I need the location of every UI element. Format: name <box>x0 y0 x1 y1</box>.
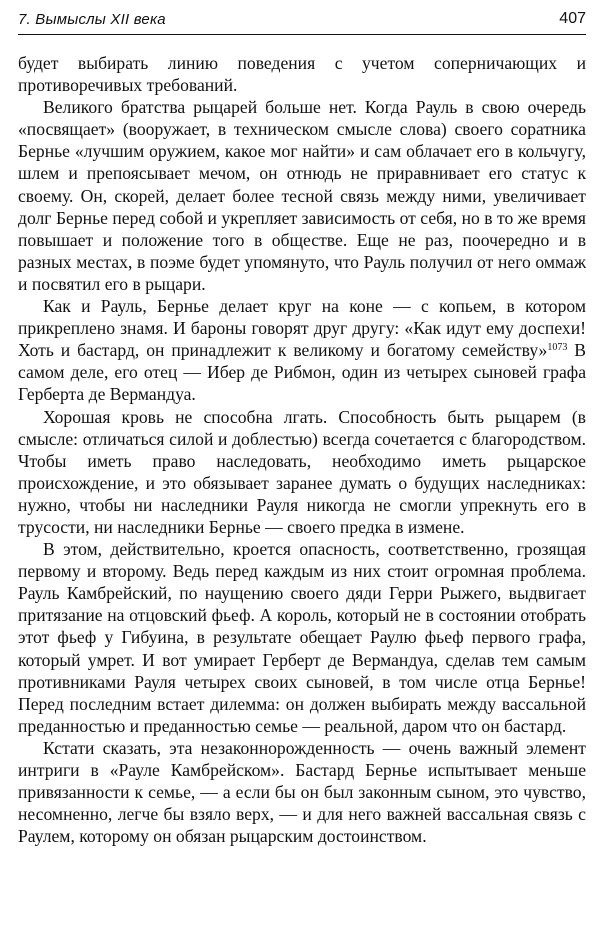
paragraph-1: будет выбирать линию поведения с учетом соперничающих и противоречивых требований. <box>18 53 586 96</box>
chapter-title: 7. Вымыслы XII века <box>18 11 166 28</box>
paragraph-5: В этом, действительно, кроется опасность, соответственно, грозящая первому и второму. Ведь перед каждым из них стоит огромная проблема. Рауль Камбрейский, по наущению своего дяди Герри Рыжего, выдвигает притязание на отцовский фьеф. А король, который не в состоянии отобрать этот фьеф у Гибуина, в результате обещает Раулю фьеф первого графа, который умрет. И вот умирает Герберт де Вермандуа, сделав тем самым противниками Рауля четырех своих сыновей, в том числе отца Бернье! Перед последним встает дилемма: он должен выбирать между вассальной преданностью и преданностью семье — реальной, даром что он бастард. <box>18 539 586 736</box>
paragraph-3-text-before-note: Как и Рауль, Бернье делает круг на коне — с копьем, в котором прикреплено знамя. И бароны говорят друг другу: «Как идут ему доспехи! Хоть и бастард, он принадлежит к великому и богатому семейству» <box>18 296 586 361</box>
body-text <box>18 52 586 847</box>
running-head <box>18 8 586 35</box>
paragraph-6: Кстати сказать, эта незаконнорожденность — очень важный элемент интриги в «Рауле Камбрейском». Бастард Бернье испытывает меньше привязанности к семье, — а если бы он был законным сыном, это чувство, несомненно, легче бы взяло верх, — и для него важней вассальная связь с Раулем, которому он обязан рыцарским достоинством. <box>18 737 586 847</box>
page-number: 407 <box>559 10 586 27</box>
paragraph-4: Хорошая кровь не способна лгать. Способность быть рыцарем (в смысле: отличаться силой и доблестью) всегда сочетается с благородством. Чтобы иметь право наследовать, необходимо иметь рыцарское происхождение, и это обязывает заранее думать о будущих наследниках: нужно, чтобы ни наследники Рауля никогда не смогли упрекнуть его в трусости, ни наследники Бернье — своего предка в измене. <box>18 406 586 537</box>
paragraph-3-text-after-note: В самом деле, его отец — Ибер де Рибмон, один из четырех сыновей графа Герберта де Вермандуа. <box>18 340 587 405</box>
paragraph-2: Великого братства рыцарей больше нет. Когда Рауль в свою очередь «посвящает» (вооружает, в техническом смысле слова) своего соратника Бернье «лучшим оружием, какое мог найти» и сам облачает его в кольчугу, шлем и препоясывает мечом, он отнюдь не приравнивает его статус к своему. Он, скорей, делает более тесной связь между ними, увеличивает долг Бернье перед собой и укрепляет зависимость от себя, но в то же время повышает и положение того в обществе. Еще не раз, поочередно и в разных местах, в поэме будет упомянуто, что Рауль получил от него оммаж и посвятил его в рыцари. <box>18 97 586 294</box>
book-page <box>18 8 586 847</box>
footnote-ref-1073: 1073 <box>547 342 568 354</box>
paragraph-3 <box>18 295 586 405</box>
